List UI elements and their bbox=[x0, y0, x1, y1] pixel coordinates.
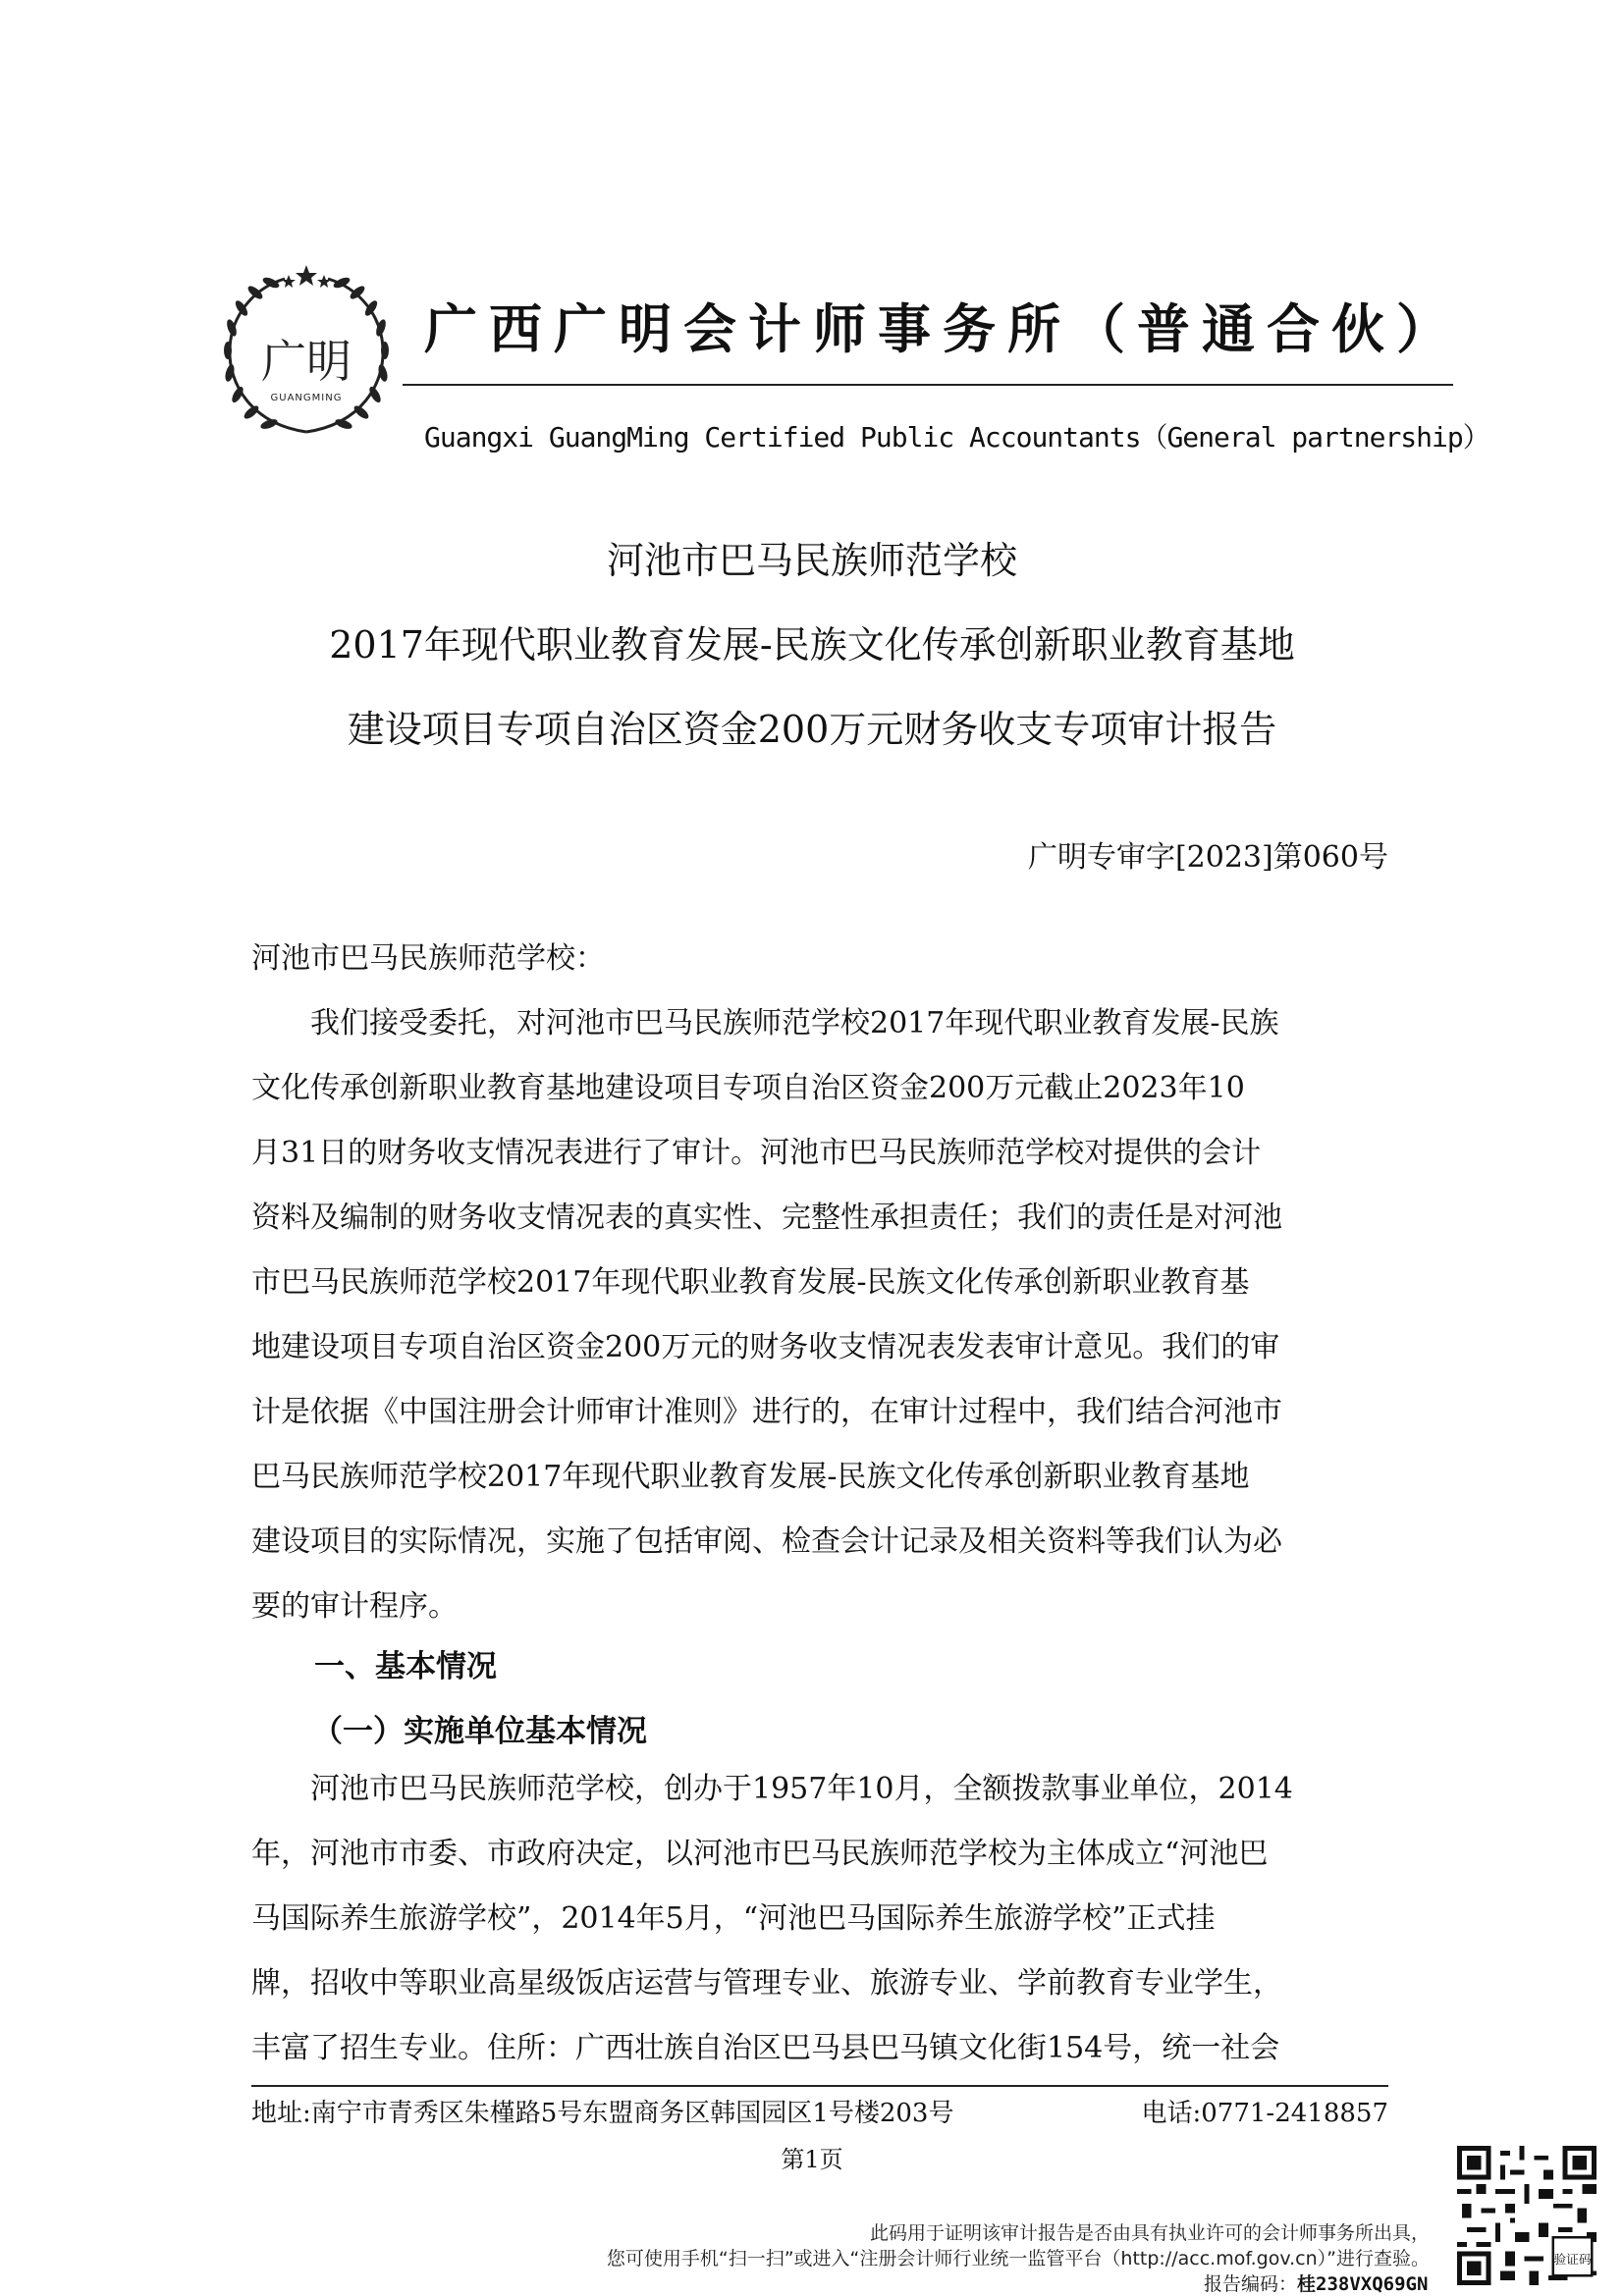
header-divider bbox=[403, 384, 1453, 386]
report-code-label: 报告编码： bbox=[1204, 2273, 1298, 2295]
intro-line: 计是依据《中国注册会计师审计准则》进行的，在审计过程中，我们结合河池市 bbox=[251, 1395, 1282, 1429]
intro-line: 建设项目的实际情况，实施了包括审阅、检查会计记录及相关资料等我们认为必 bbox=[251, 1524, 1282, 1559]
subsection-heading: （一）实施单位基本情况 bbox=[312, 1714, 647, 1749]
section-heading: 一、基本情况 bbox=[314, 1649, 497, 1684]
report-body-intro bbox=[251, 927, 1388, 1639]
title-line-3: 建设项目专项自治区资金200万元财务收支专项审计报告 bbox=[347, 708, 1277, 751]
footer-divider bbox=[251, 2085, 1388, 2087]
report-code-value: 桂238VXQ69GN bbox=[1297, 2273, 1429, 2295]
firm-name-english: Guangxi GuangMing Certified Public Accountants（General partnership） bbox=[424, 421, 1489, 454]
qr-label: 验证码 bbox=[1553, 2252, 1592, 2268]
intro-line: 资料及编制的财务收支情况表的真实性、完整性承担责任；我们的责任是对河池 bbox=[251, 1201, 1282, 1235]
intro-line: 要的审计程序。 bbox=[251, 1589, 458, 1624]
footer-address: 地址:南宁市青秀区朱槿路5号东盟商务区韩国园区1号楼203号 bbox=[251, 2099, 954, 2128]
section-line: 丰富了招生专业。住所：广西壮族自治区巴马县巴马镇文化街154号，统一社会 bbox=[251, 2031, 1280, 2065]
section-line: 年，河池市市委、市政府决定，以河池市巴马民族师范学校为主体成立“河池巴 bbox=[251, 1837, 1269, 1871]
logo-text: 广明 bbox=[261, 335, 352, 388]
section-line: 马国际养生旅游学校”，2014年5月，“河池巴马国际养生旅游学校”正式挂 bbox=[251, 1901, 1216, 1936]
intro-line: 巴马民族师范学校2017年现代职业教育发展-民族文化传承创新职业教育基地 bbox=[251, 1460, 1250, 1494]
section-line: 河池市巴马民族师范学校，创办于1957年10月，全额拨款事业单位，2014 bbox=[310, 1772, 1293, 1806]
intro-line: 市巴马民族师范学校2017年现代职业教育发展-民族文化传承创新职业教育基 bbox=[251, 1265, 1250, 1300]
page-number: 第1页 bbox=[781, 2146, 843, 2173]
intro-line: 我们接受委托，对河池市巴马民族师范学校2017年现代职业教育发展-民族 bbox=[310, 1006, 1279, 1041]
addressee: 河池市巴马民族师范学校： bbox=[251, 941, 605, 976]
title-line-2: 2017年现代职业教育发展-民族文化传承创新职业教育基地 bbox=[329, 623, 1295, 667]
logo-subtext: GUANGMING bbox=[270, 393, 343, 403]
footer-phone: 电话:0771-2418857 bbox=[1141, 2099, 1388, 2128]
verification-line-2: 您可使用手机“扫一扫”或进入“注册会计师行业统一监管平台（http://acc.mof.gov.cn）”进行查验。 bbox=[606, 2248, 1430, 2269]
firm-logo bbox=[208, 257, 405, 454]
title-line-1: 河池市巴马民族师范学校 bbox=[606, 539, 1017, 582]
section-line: 牌，招收中等职业高星级饭店运营与管理专业、旅游专业、学前教育专业学生， bbox=[251, 1966, 1282, 2001]
verification-qr-code[interactable] bbox=[1457, 2146, 1597, 2285]
firm-name: 广西广明会计师事务所（普通合伙） bbox=[424, 298, 1461, 360]
intro-line: 文化传承创新职业教育基地建设项目专项自治区资金200万元截止2023年10 bbox=[251, 1071, 1245, 1105]
document-number: 广明专审字[2023]第060号 bbox=[1027, 840, 1388, 875]
intro-line: 月31日的财务收支情况表进行了审计。河池市巴马民族师范学校对提供的会计 bbox=[251, 1136, 1262, 1170]
verification-line-1: 此码用于证明该审计报告是否由具有执业许可的会计师事务所出具， bbox=[869, 2222, 1430, 2244]
intro-line: 地建设项目专项自治区资金200万元的财务收支情况表发表审计意见。我们的审 bbox=[251, 1330, 1280, 1364]
report-code bbox=[1204, 2269, 1428, 2296]
section-body bbox=[251, 1757, 1388, 2081]
